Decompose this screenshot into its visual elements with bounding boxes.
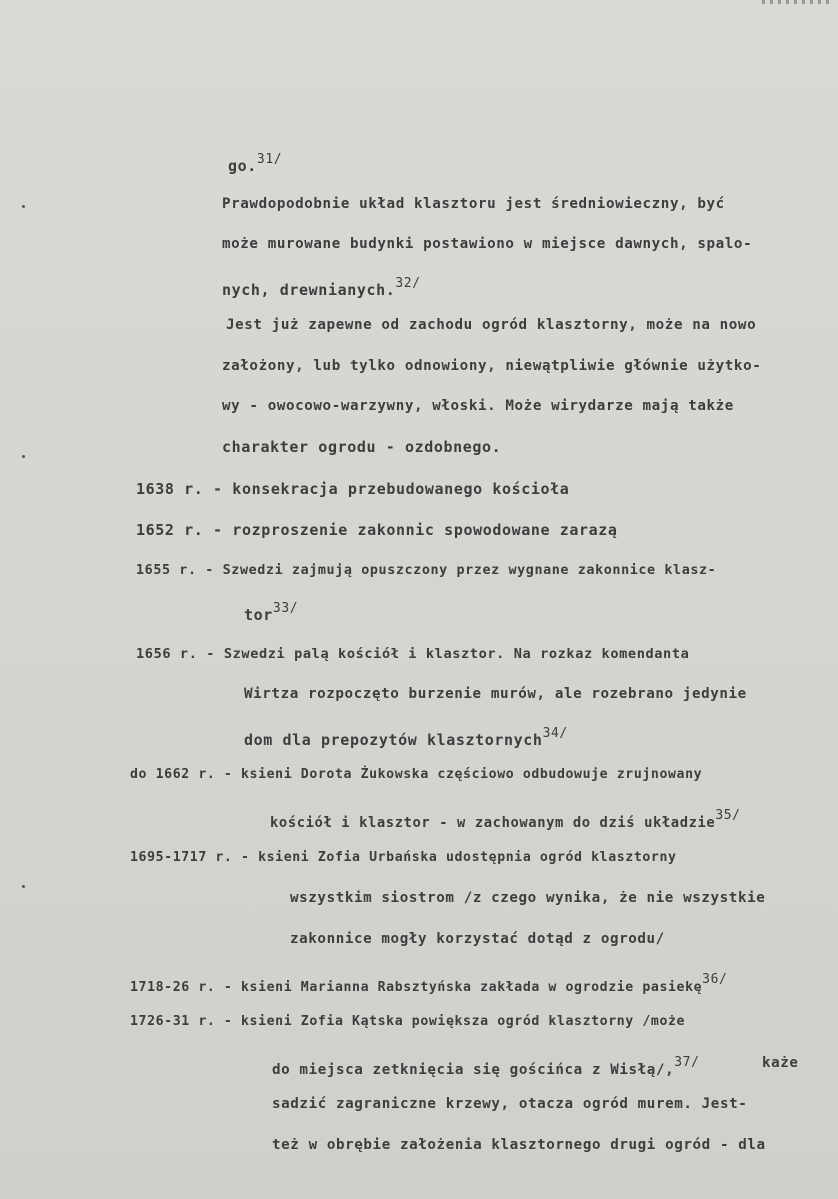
text-line: charakter ogrodu - ozdobnego. [222,438,502,456]
text-line: też w obrębie założenia klasztornego drugi ogród - dla [272,1137,766,1153]
text-line: kościół i klasztor - w zachowanym do dziś układzie$^{35/}$ [270,808,741,831]
text-line: może murowane budynki postawiono w miejsce dawnych, spalo- [222,236,753,252]
chronology-entry: 1695-1717 r. - ksieni Zofia Urbańska udostępnia ogród klasztorny [130,850,677,865]
text-line: wy - owocowo-warzywny, włoski. Może wirydarze mają także [222,398,734,414]
page-edge-marks [762,0,832,4]
text-line: każe [762,1055,799,1071]
chronology-entry: 1656 r. - Szwedzi palą kościół i klasztor. Na rozkaz komendanta [136,646,690,662]
chronology-entry: 1652 r. - rozproszenie zakonnic spowodowane zarazą [136,521,618,539]
text-line: Wirtza rozpoczęto burzenie murów, ale rozebrano jedynie [244,686,747,702]
text-line: Jest już zapewne od zachodu ogród klasztorny, może na nowo [226,317,757,333]
scan-speck [22,885,25,888]
text-line: zakonnice mogły korzystać dotąd z ogrodu/ [290,931,665,947]
scan-speck [22,205,25,208]
text-line: Prawdopodobnie układ klasztoru jest średniowieczny, być [222,196,725,212]
text-line: do miejsca zetknięcia się gościńca z Wisłą/,$^{37/}$ [272,1055,700,1078]
scan-speck [22,455,25,458]
text-line: założony, lub tylko odnowiony, niewątpliwie głównie użytko- [222,358,762,374]
text-line: nych, drewnianych.$^{32/}$ [222,276,421,299]
text-line: go.$^{31/}$ [228,152,283,175]
chronology-entry: 1726-31 r. - ksieni Zofia Kątska powiększa ogród klasztorny /może [130,1014,686,1029]
text-line: sadzić zagraniczne krzewy, otacza ogród murem. Jest- [272,1096,748,1112]
chronology-entry: 1638 r. - konsekracja przebudowanego kościoła [136,480,570,498]
text-line: tor$^{33/}$ [244,601,299,624]
chronology-entry: 1718-26 r. - ksieni Marianna Rabsztyńska zakłada w ogrodzie pasiekę$^{36/}$ [130,972,728,995]
text-line: wszystkim siostrom /z czego wynika, że nie wszystkie [290,890,766,906]
chronology-entry: do 1662 r. - ksieni Dorota Żukowska częściowo odbudowuje zrujnowany [130,767,703,782]
text-line: dom dla prepozytów klasztornych$^{34/}$ [244,726,568,749]
chronology-entry: 1655 r. - Szwedzi zajmują opuszczony przez wygnane zakonnice klasz- [136,563,717,578]
